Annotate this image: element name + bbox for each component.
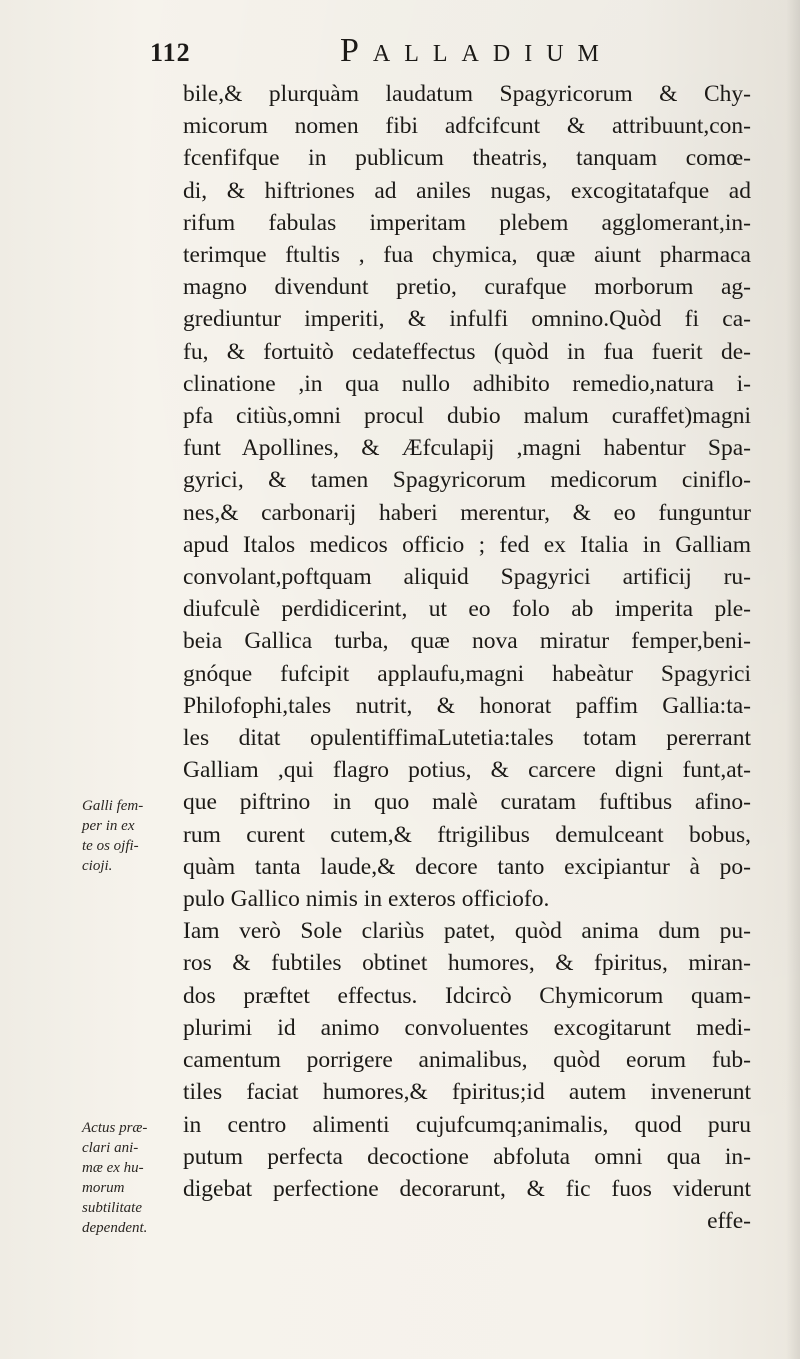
margin-note-line: clari ani- xyxy=(82,1140,139,1156)
margin-note-line: te os ojfi- xyxy=(82,838,139,854)
text-line: funt Apollines, & Æfculapij ,magni habentur Spa- xyxy=(183,435,751,462)
margin-note-line: dependent. xyxy=(82,1220,148,1236)
text-line: in centro alimenti cujufcumq;animalis, quod puru xyxy=(183,1111,751,1138)
text-line: nes,& carbonarij haberi merentur, & eo funguntur xyxy=(183,499,751,526)
text-line: pfa citiùs,omni procul dubio malum curaffet)magni xyxy=(183,403,751,430)
margin-note-1 xyxy=(82,796,154,876)
text-line: clinatione ,in qua nullo adhibito remedio,natura i- xyxy=(183,370,751,397)
text-line: beia Gallica turba, quæ nova miratur femper,beni- xyxy=(183,628,751,655)
text-line: pulo Gallico nimis in exteros officiofo. xyxy=(183,886,550,913)
text-line: dos præftet effectus. Idcircò Chymicorum quam- xyxy=(183,982,751,1009)
margin-note-2 xyxy=(82,1118,154,1238)
text-line: rifum fabulas imperitam plebem agglomerant,in- xyxy=(183,209,751,236)
text-line: camentum porrigere animalibus, quòd eorum fub- xyxy=(183,1047,751,1074)
text-line: Philofophi,tales nutrit, & honorat paffim Gallia:ta- xyxy=(183,692,751,719)
text-line: gyrici, & tamen Spagyricorum medicorum ciniflo- xyxy=(183,467,751,494)
main-text-block xyxy=(183,78,751,1237)
margin-note-line: Galli fem- xyxy=(82,798,144,814)
text-line: di, & hiftriones ad aniles nugas, excogitatafque ad xyxy=(183,177,751,204)
page-header xyxy=(150,28,750,78)
text-line: effe- xyxy=(707,1208,751,1235)
margin-note-line: subtilitate xyxy=(82,1200,142,1216)
text-line: digebat perfectione decorarunt, & fic fuos viderunt xyxy=(183,1175,751,1202)
text-line: micorum nomen fibi adfcifcunt & attribuunt,con- xyxy=(183,113,751,140)
text-line: fcenfifque in publicum theatris, tanquam comœ- xyxy=(183,145,751,172)
running-head: Palladium xyxy=(340,32,613,69)
text-line: convolant,poftquam aliquid Spagyrici artificij ru- xyxy=(183,564,751,591)
text-line: grediuntur imperiti, & infulfi omnino.Quòd fi ca- xyxy=(183,306,751,333)
page-edge-shadow xyxy=(786,0,800,1359)
text-line: ros & fubtiles obtinet humores, & fpiritus, miran- xyxy=(183,950,751,977)
text-line: bile,& plurquàm laudatum Spagyricorum & Chy- xyxy=(183,81,751,107)
text-line: que piftrino in quo malè curatam fuftibus afino- xyxy=(183,789,751,816)
text-line: plurimi id animo convoluentes excogitarunt medi- xyxy=(183,1014,751,1041)
text-line: Galliam ,qui flagro potius, & carcere digni funt,at- xyxy=(183,757,751,784)
text-line: fu, & fortuitò cedateffectus (quòd in fua fuerit de- xyxy=(183,338,751,365)
text-line: Iam verò Sole clariùs patet, quòd anima dum pu- xyxy=(183,918,751,945)
text-line: apud Italos medicos officio ; fed ex Italia in Galliam xyxy=(183,531,751,558)
margin-note-line: morum xyxy=(82,1180,125,1196)
text-line: les ditat opulentiffimaLutetia:tales totam pererrant xyxy=(183,725,751,752)
margin-note-line: Actus præ- xyxy=(82,1120,148,1136)
text-line: magno divendunt pretio, curafque morborum ag- xyxy=(183,274,751,301)
text-line: putum perfecta decoctione abfoluta omni qua in- xyxy=(183,1143,751,1170)
text-line: rum curent cutem,& ftrigilibus demulceant bobus, xyxy=(183,821,751,848)
text-line: gnóque fufcipit applaufu,magni habeàtur Spagyrici xyxy=(183,660,751,687)
text-line: terimque ftultis , fua chymica, quæ aiunt pharmaca xyxy=(183,242,751,269)
margin-note-line: mæ ex hu- xyxy=(82,1160,144,1176)
text-line: tiles faciat humores,& fpiritus;id autem invenerunt xyxy=(183,1079,751,1106)
margin-note-line: cioji. xyxy=(82,858,113,874)
text-line: quàm tanta laude,& decore tanto excipiantur à po- xyxy=(183,853,751,880)
margin-note-line: per in ex xyxy=(82,818,135,834)
page-number: 112 xyxy=(150,38,191,67)
text-line: diufculè perdidicerint, ut eo folo ab imperita ple- xyxy=(183,596,751,623)
